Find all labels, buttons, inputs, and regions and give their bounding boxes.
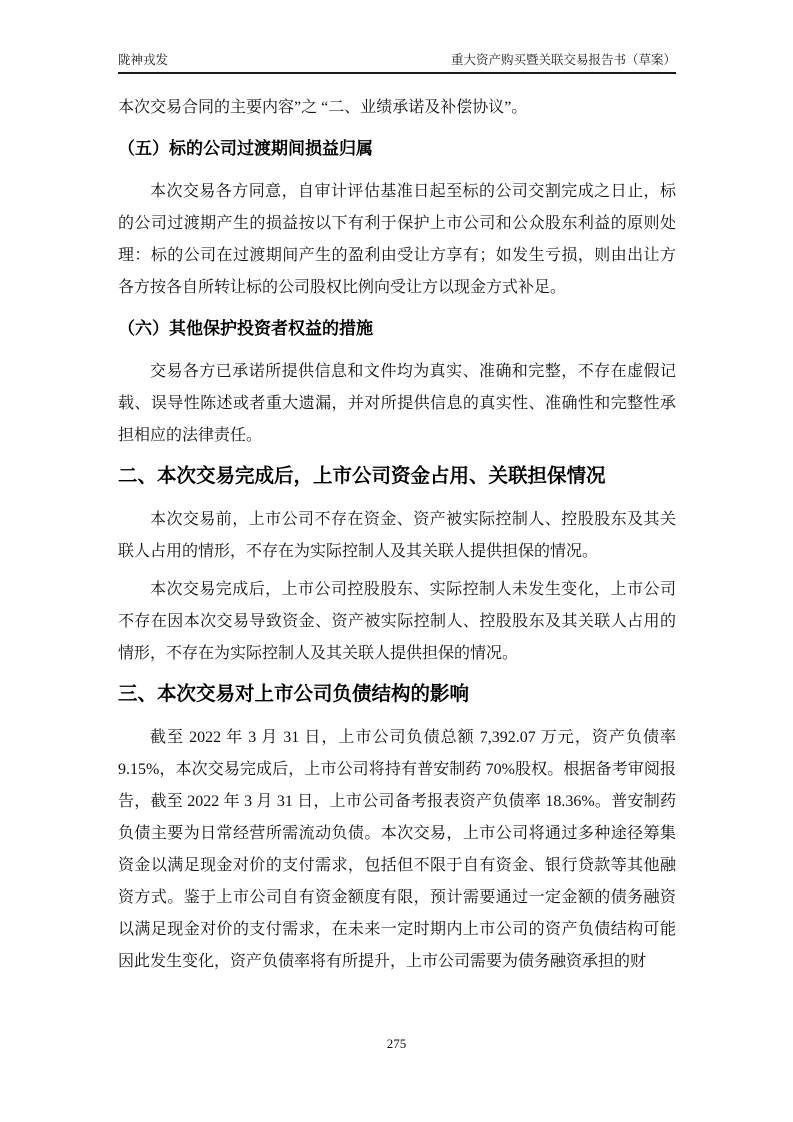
paragraph-after-transaction: 本次交易完成后，上市公司控股股东、实际控制人未发生变化，上市公司不存在因本次交易导致资金、资产被实际控制人、控股股东及其关联人占用的情形，不存在为实际控制人及其关联人提供担保的情况。 [118, 581, 676, 662]
section-heading-5: （五）标的公司过渡期间损益归属 [118, 139, 373, 158]
paragraph-debt-structure: 截至 2022 年 3 月 31 日，上市公司负债总额 7,392.07 万元，资产负债率 9.15%，本次交易完成后，上市公司将持有普安制药 70%股权。根据备考审阅报告，截至 2022 年 3 月 31 日，上市公司备考报表资产负债率 18.36%。普安制药负债主要为日常经营所需流动负债。本次交易，上市公司将通过多种途径筹集资金以满足现金对价的支付需求，包括但不限于自有资金、银行贷款等其他融资方式。鉴于上市公司自有资金额度有限，预计需要通过一定金额的债务融资以满足现金对价的支付需求，在未来一定时期内上市公司的资产负债结构可能因此发生变化，资产负债率将有所提升，上市公司需要为债务融资承担的财 [118, 729, 676, 970]
page-footer [0, 1036, 793, 1052]
paragraph-transition-profit-loss: 本次交易各方同意，自审计评估基准日起至标的公司交割完成之日止，标的公司过渡期产生的损益按以下有利于保护上市公司和公众股东利益的原则处理：标的公司在过渡期间产生的盈利由受让方享有；如发生亏损，则由出让方各方按各自所转让标的公司股权比例向受让方以现金方式补足。 [118, 183, 676, 296]
paragraph-investor-protection: 交易各方已承诺所提供信息和文件均为真实、准确和完整，不存在虚假记载、误导性陈述或者重大遗漏，并对所提供信息的真实性、准确性和完整性承担相应的法律责任。 [118, 363, 676, 444]
document-body [118, 92, 676, 978]
header-company-name: 陇神戎发 [118, 53, 169, 67]
header-report-title: 重大资产购买暨关联交易报告书（草案） [450, 53, 676, 67]
page-number: 275 [386, 1036, 407, 1051]
page-content-area [118, 0, 676, 984]
running-header [118, 52, 676, 74]
paragraph-continuation: 本次交易合同的主要内容”之 “二、业绩承诺及补偿协议”。 [118, 99, 528, 116]
chapter-heading-2: 二、本次交易完成后，上市公司资金占用、关联担保情况 [118, 465, 606, 487]
chapter-heading-3: 三、本次交易对上市公司负债结构的影响 [118, 683, 470, 705]
paragraph-before-transaction: 本次交易前，上市公司不存在资金、资产被实际控制人、控股股东及其关联人占用的情形，不存在为实际控制人及其关联人提供担保的情况。 [118, 511, 676, 560]
section-heading-6: （六）其他保护投资者权益的措施 [118, 319, 373, 338]
